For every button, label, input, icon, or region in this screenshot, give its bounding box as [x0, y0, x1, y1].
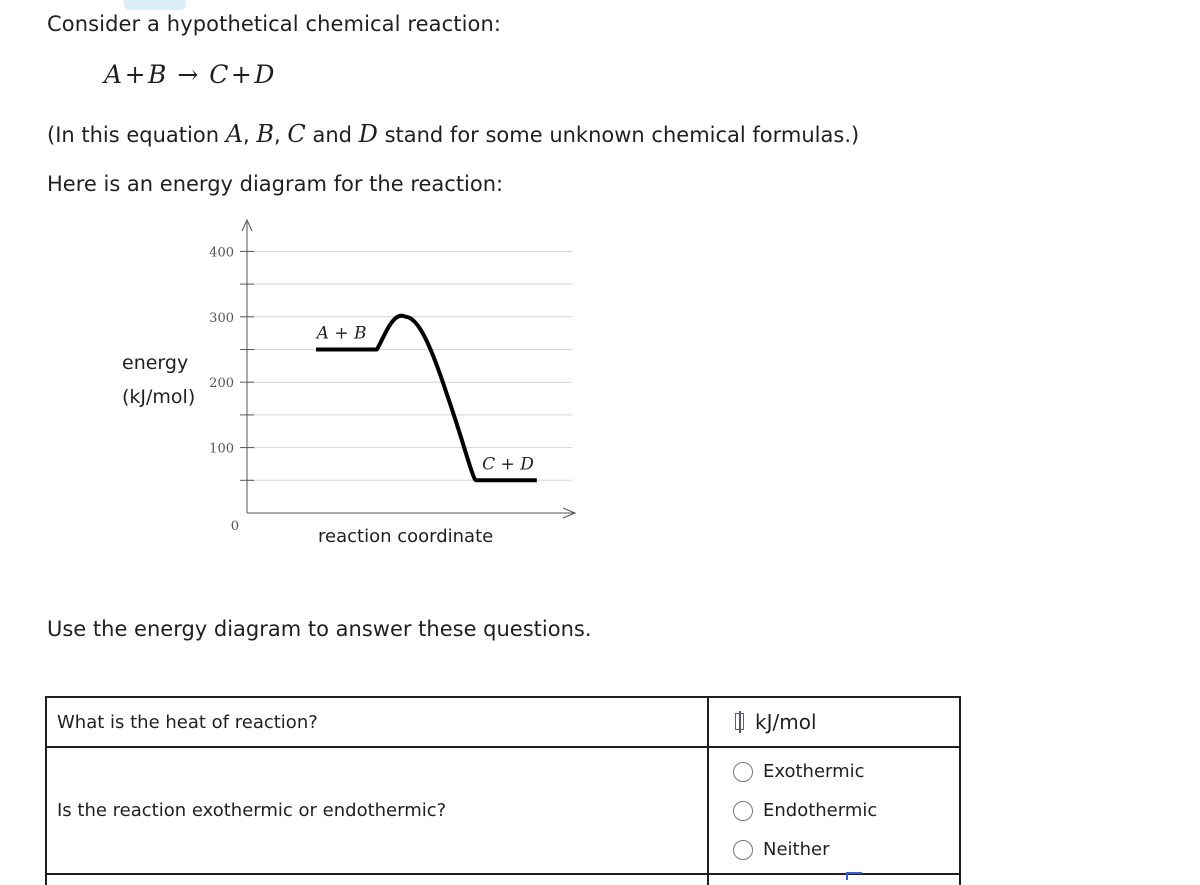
questions-table: [45, 696, 961, 885]
note-var-c: C: [287, 120, 306, 148]
radio-option-neither[interactable]: [733, 839, 959, 860]
question-exo-endo: Is the reaction exothermic or endothermic?: [46, 747, 708, 874]
question-row-partial: [46, 874, 960, 885]
radio-circle-icon[interactable]: [733, 762, 753, 782]
note-sep-1: ,: [243, 123, 257, 147]
x-axis-label: reaction coordinate: [318, 526, 494, 547]
product-label: C + D: [482, 454, 534, 475]
note-prefix: (In this equation: [47, 123, 226, 147]
radio-option-endothermic[interactable]: [733, 800, 959, 821]
question-heat-of-reaction: What is the heat of reaction?: [46, 697, 708, 747]
reactant-label: A + B: [316, 323, 367, 344]
y-axis-label-line2: (kJ/mol): [122, 386, 196, 408]
unit-label: kJ/mol: [755, 710, 817, 734]
note-sep-2: ,: [274, 123, 288, 147]
partial-cell-right: [708, 874, 960, 885]
note-suffix: stand for some unknown chemical formulas.): [377, 123, 860, 147]
answer-input-field[interactable]: [733, 710, 747, 734]
y-axis-label-line1: energy: [122, 352, 189, 374]
eq-b: B: [148, 60, 167, 89]
y-tick-label: 300: [209, 310, 234, 326]
y-tick-label: 100: [209, 441, 234, 457]
eq-c: C: [209, 60, 229, 89]
radio-label: Endothermic: [763, 800, 878, 821]
input-box-icon: [735, 713, 744, 730]
note-var-d: D: [358, 120, 378, 148]
eq-a: A: [104, 60, 123, 89]
radio-label: Exothermic: [763, 761, 865, 782]
y-tick-label: 400: [209, 245, 234, 261]
radio-circle-icon[interactable]: [733, 801, 753, 821]
question-row-type: [46, 747, 960, 874]
radio-option-exothermic[interactable]: [733, 761, 959, 782]
y-tick-label: 0: [230, 519, 239, 534]
radio-label: Neither: [763, 839, 830, 860]
note-var-a: A: [225, 120, 244, 148]
question-intro-text: Use the energy diagram to answer these questions.: [47, 617, 592, 641]
y-tick-label: 200: [209, 376, 234, 392]
answer-cell-type: [708, 747, 960, 874]
question-row-heat: [46, 697, 960, 747]
partial-cell-left: [46, 874, 708, 885]
reaction-arrow-icon: →: [177, 60, 199, 89]
eq-d: D: [254, 60, 275, 89]
intro-text: Consider a hypothetical chemical reaction:: [47, 12, 502, 36]
radio-group: [733, 761, 959, 860]
diagram-intro-text: Here is an energy diagram for the reaction:: [47, 172, 504, 196]
note-var-b: B: [256, 120, 275, 148]
answer-cell-heat: [708, 697, 960, 747]
eq-plus-2: +: [230, 60, 253, 89]
heat-answer-wrap: [733, 710, 959, 734]
radio-circle-icon[interactable]: [733, 840, 753, 860]
note-and: and: [305, 123, 359, 147]
eq-plus-1: +: [124, 60, 147, 89]
